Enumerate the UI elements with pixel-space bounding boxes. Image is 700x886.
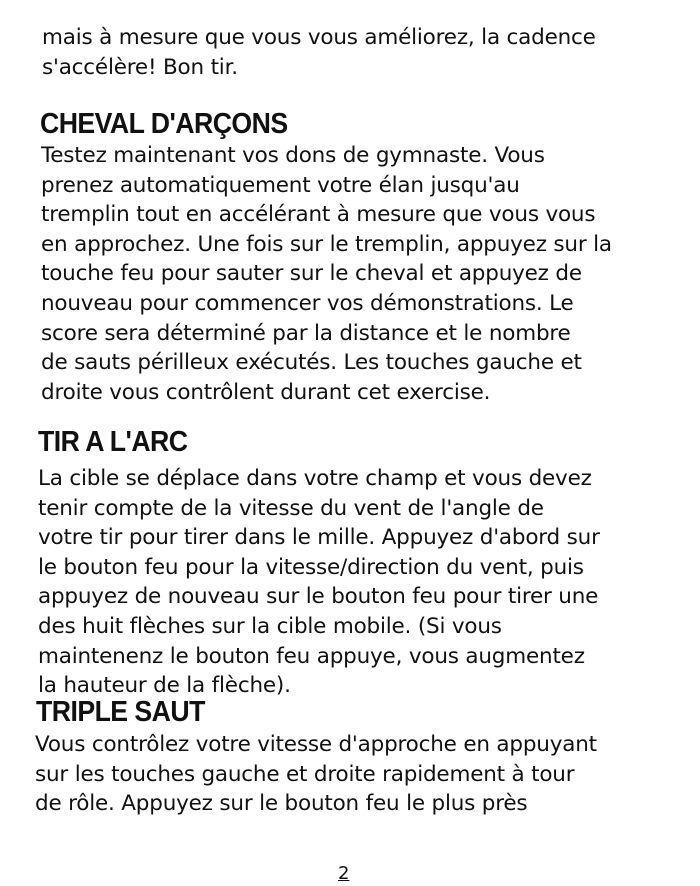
section-heading-cheval-darcons: CHEVAL D'ARÇONS [40, 108, 288, 140]
text-line: la hauteur de la flèche). [38, 673, 291, 699]
text-line: score sera déterminé par la distance et le nombre [41, 320, 571, 346]
page-number: 2 [338, 863, 350, 884]
text-line: Testez maintenant vos dons de gymnaste. Vous [41, 143, 545, 168]
text-line: touche feu pour sauter sur le cheval et appuyez de [41, 261, 582, 287]
section-body-triple-saut [35, 730, 597, 819]
text-line: droite vous contrôlent durant cet exercise. [41, 379, 491, 405]
text-line: appuyez de nouveau sur le bouton feu pour tirer une [38, 584, 599, 610]
text-line: nouveau pour commencer vos démonstrations. Le [41, 290, 574, 316]
text-line: mais à mesure que vous vous améliorez, la cadence [42, 25, 596, 50]
text-line: de rôle. Appuyez sur le bouton feu le plus près [35, 791, 528, 817]
section-heading-tir-a-larc: TIR A L'ARC [38, 426, 188, 458]
text-line: tenir compte de la vitesse du vent de l'angle de [38, 495, 544, 521]
section-body-tir-a-larc [38, 464, 600, 701]
text-line: maintenenz le bouton feu appuye, vous augmentez [38, 643, 585, 669]
text-line: La cible se déplace dans votre champ et vous devez [38, 466, 592, 491]
text-line: de sauts périlleux exécutés. Les touches gauche et [41, 350, 582, 376]
text-line: le bouton feu pour la vitesse/direction du vent, puis [38, 554, 584, 580]
section-heading-triple-saut: TRIPLE SAUT [36, 696, 205, 728]
text-line: s'accélère! Bon tir. [42, 54, 238, 80]
text-line: prenez automatiquement votre élan jusqu'au [41, 172, 520, 198]
intro-paragraph [42, 23, 596, 82]
text-line: des huit flèches sur la cible mobile. (Si vous [38, 613, 502, 639]
text-line: votre tir pour tirer dans le mille. Appuyez d'abord sur [38, 525, 600, 551]
text-line: en approchez. Une fois sur le tremplin, appuyez sur la [41, 231, 612, 257]
text-line: tremplin tout en accélérant à mesure que vous vous [41, 202, 596, 228]
text-line: Vous contrôlez votre vitesse d'approche en appuyant [35, 732, 597, 757]
text-line: sur les touches gauche et droite rapidement à tour [35, 761, 575, 787]
section-body-cheval-darcons [41, 141, 612, 407]
